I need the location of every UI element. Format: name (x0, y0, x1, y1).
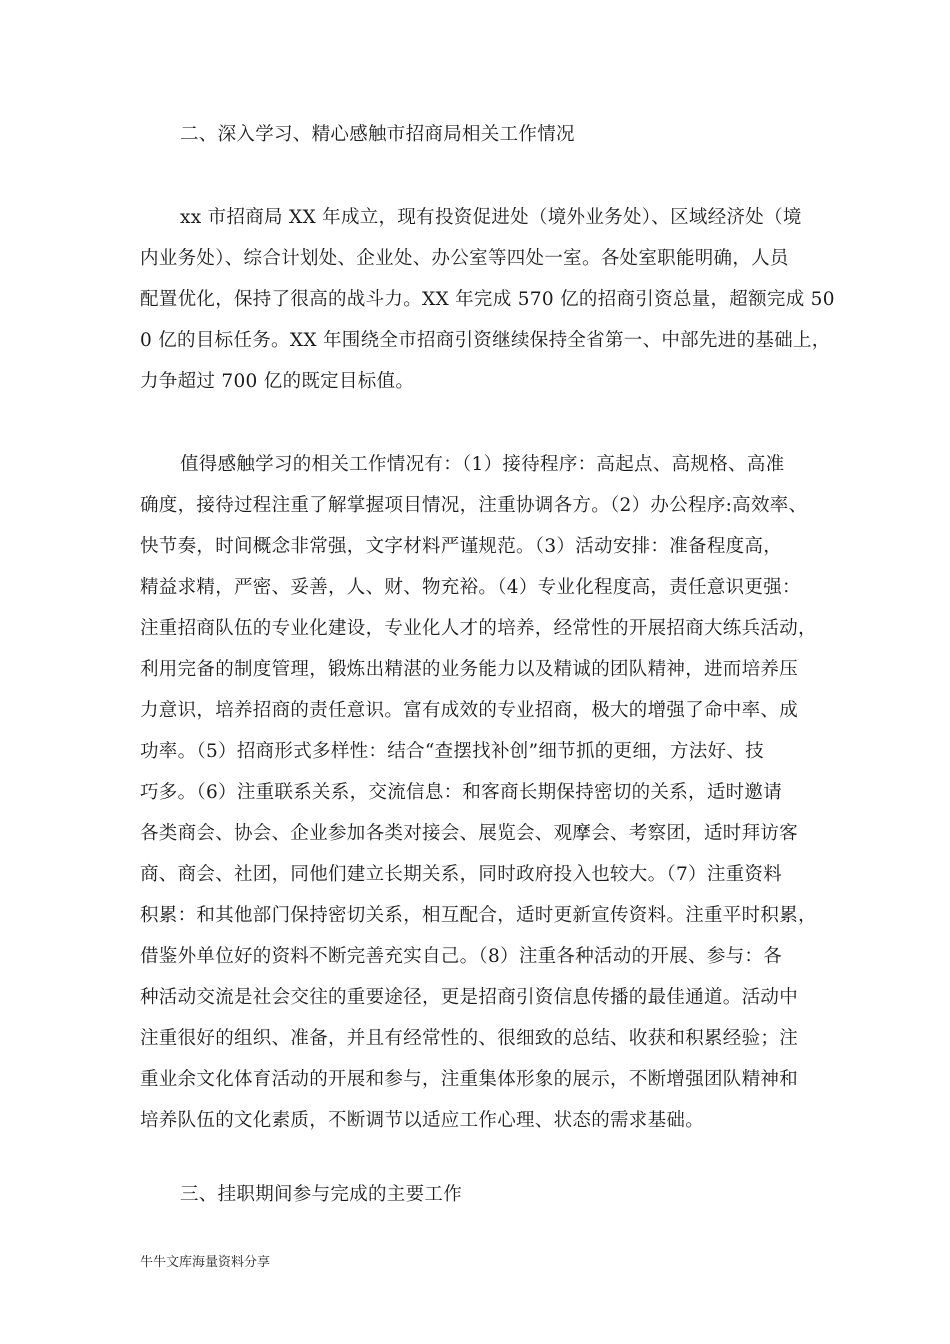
paragraph-line: 巧多。（6）注重联系关系，交流信息：和客商长期保持密切的关系，适时邀请 (140, 782, 783, 803)
footer-watermark: 牛牛文库海量资料分享 (140, 1255, 271, 1270)
paragraph-line: 0 亿的目标任务。XX 年围绕全市招商引资继续保持全省第一、中部先进的基础上， (140, 330, 831, 351)
section-heading: 二、深入学习、精心感触市招商局相关工作情况 (180, 124, 575, 145)
paragraph-line: 积累：和其他部门保持密切关系，相互配合，适时更新宣传资料。注重平时积累， (140, 905, 817, 926)
section-heading: 三、挂职期间参与完成的主要工作 (180, 1184, 463, 1205)
paragraph-line: 内业务处）、综合计划处、企业处、办公室等四处一室。各处室职能明确，人员 (140, 248, 789, 269)
paragraph-line: 确度，接待过程注重了解掌握项目情况，注重协调各方。（2）办公程序:高效率、 (140, 495, 808, 516)
paragraph-line: 注重很好的组织、准备，并且有经常性的、很细致的总结、收获和积累经验；注 (140, 1028, 799, 1049)
paragraph-line: xx 市招商局 XX 年成立，现有投资促进处（境外业务处）、区域经济处（境 (180, 207, 802, 228)
paragraph-line: 快节奏，时间概念非常强，文字材料严谨规范。（3）活动安排：准备程度高， (140, 536, 783, 557)
paragraph-line: 注重招商队伍的专业化建设，专业化人才的培养，经常性的开展招商大练兵活动， (140, 618, 817, 639)
paragraph-line: 值得感触学习的相关工作情况有：（1）接待程序：高起点、高规格、高准 (180, 454, 785, 475)
paragraph-line: 种活动交流是社会交往的重要途径，更是招商引资信息传播的最佳通道。活动中 (140, 987, 799, 1008)
paragraph-line: 商、商会、社团，同他们建立长期关系，同时政府投入也较大。（7）注重资料 (140, 864, 783, 885)
paragraph-line: 配置优化，保持了很高的战斗力。XX 年完成 570 亿的招商引资总量，超额完成 50 (140, 289, 835, 310)
paragraph-line: 重业余文化体育活动的开展和参与，注重集体形象的展示，不断增强团队精神和 (140, 1069, 799, 1090)
paragraph-line: 各类商会、协会、企业参加各类对接会、展览会、观摩会、考察团，适时拜访客 (140, 823, 799, 844)
paragraph-line: 利用完备的制度管理，锻炼出精湛的业务能力以及精诚的团队精神，进而培养压 (140, 659, 799, 680)
paragraph-line: 精益求精，严密、妥善，人、财、物充裕。（4）专业化程度高，责任意识更强： (140, 577, 801, 598)
paragraph-line: 借鉴外单位好的资料不断完善充实自己。（8）注重各种活动的开展、参与：各 (140, 946, 783, 967)
paragraph-line: 力争超过 700 亿的既定目标值。 (140, 371, 415, 392)
paragraph-line: 功率。（5）招商形式多样性：结合“查摆找补创”细节抓的更细，方法好、技 (140, 741, 764, 762)
paragraph-line: 培养队伍的文化素质，不断调节以适应工作心理、状态的需求基础。 (140, 1110, 705, 1131)
paragraph-line: 力意识，培养招商的责任意识。富有成效的专业招商，极大的增强了命中率、成 (140, 700, 799, 721)
